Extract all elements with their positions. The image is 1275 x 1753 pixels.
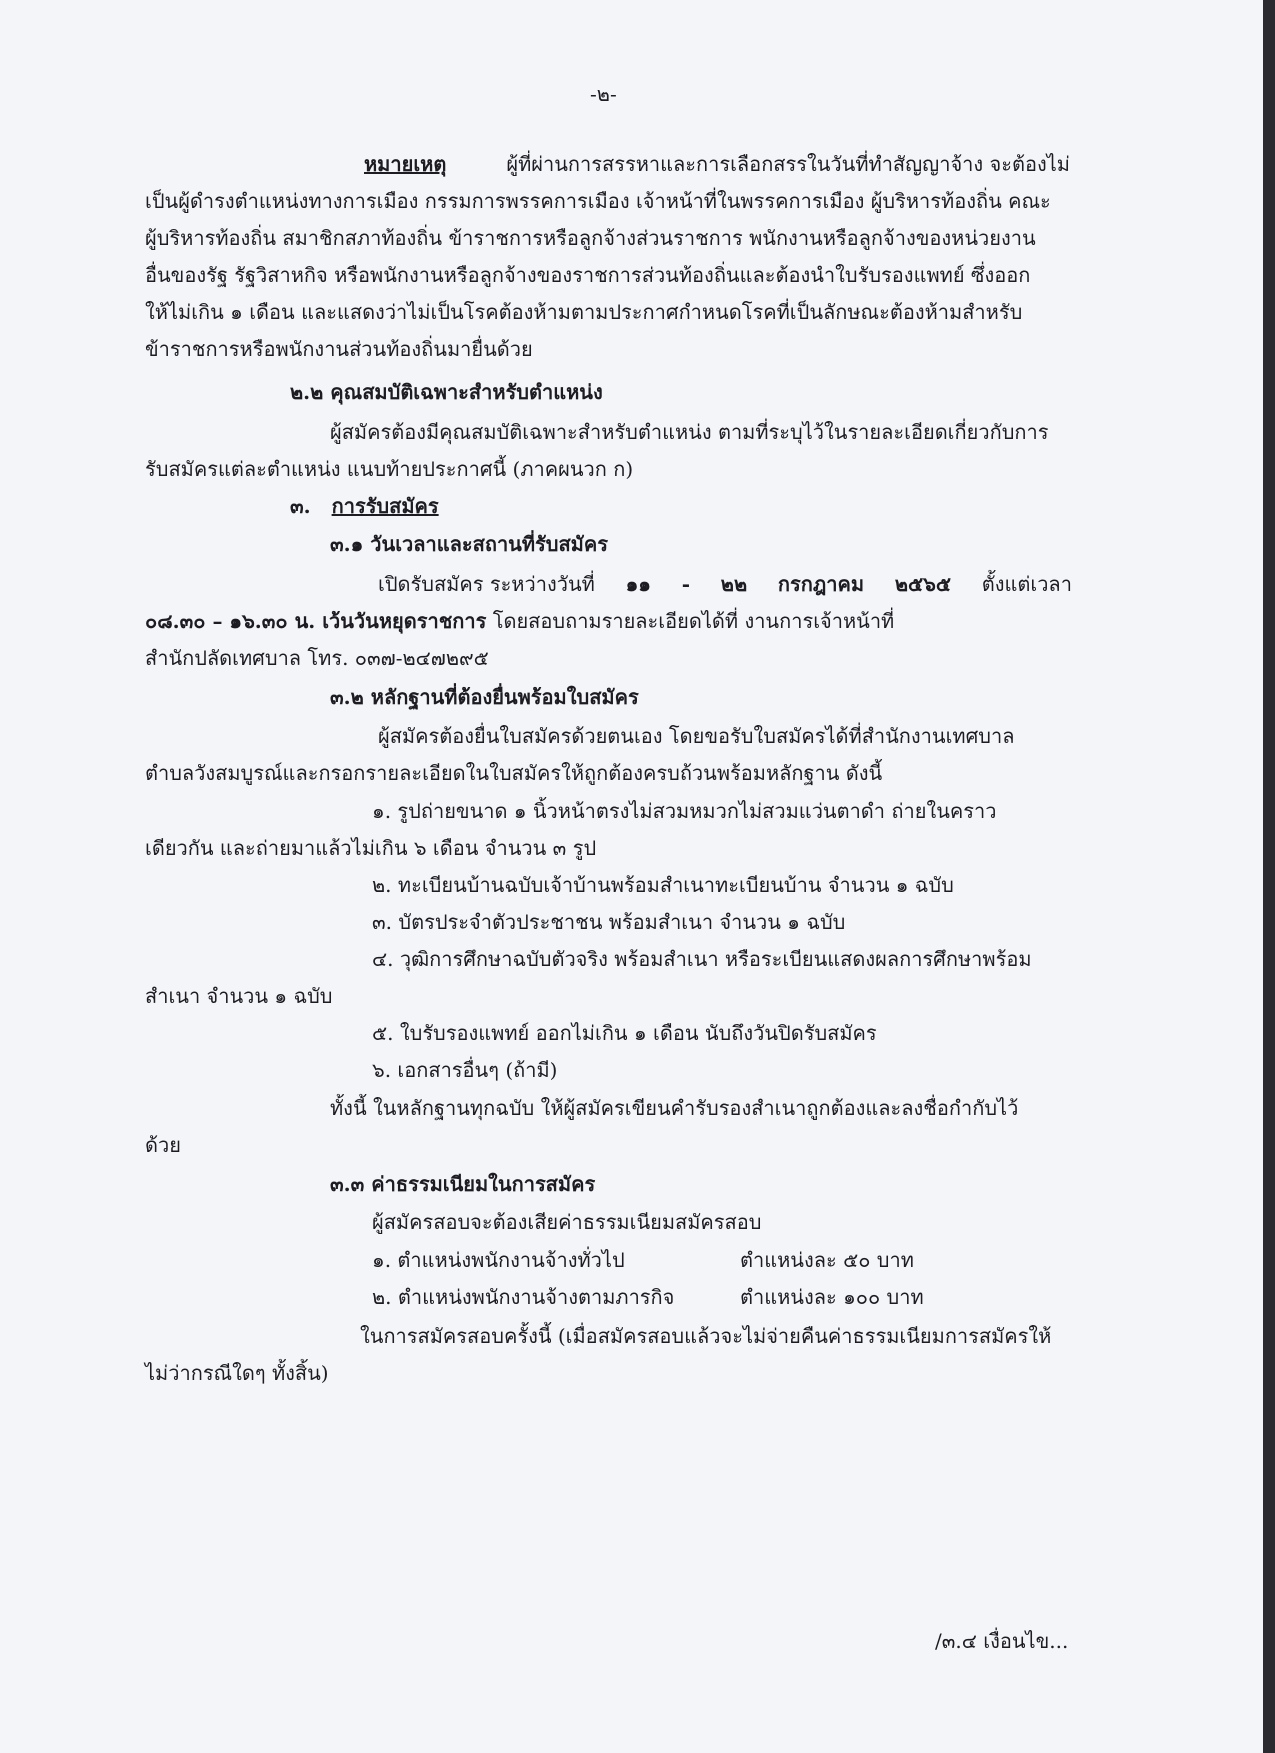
doc-item-4b: สำเนา จำนวน ๑ ฉบับ [145, 984, 333, 1008]
section-3-2-closing-2: ด้วย [145, 1133, 181, 1157]
from-time-text: ตั้งแต่เวลา [981, 572, 1072, 596]
section-3-1-line-2 [145, 603, 894, 639]
month: กรกฎาคม [777, 572, 865, 596]
section-3-number: ๓. [290, 494, 311, 518]
doc-item-2: ๒. ทะเบียนบ้านฉบับเจ้าบ้านพร้อมสำเนาทะเบียนบ้าน จำนวน ๑ ฉบับ [372, 873, 954, 897]
section-3-2-intro-2: ตำบลวังสมบูรณ์และกรอกรายละเอียดในใบสมัครให้ถูกต้องครบถ้วนพร้อมหลักฐาน ดังนี้ [145, 761, 883, 785]
section-2-2-heading: ๒.๒ คุณสมบัติเฉพาะสำหรับตำแหน่ง [290, 380, 603, 404]
doc-item-4a: ๔. วุฒิการศึกษาฉบับตัวจริง พร้อมสำเนา หรือระเบียนแสดงผลการศึกษาพร้อม [372, 947, 1032, 971]
note-line-1 [148, 146, 1070, 182]
doc-item-1b: เดียวกัน และถ่ายมาแล้วไม่เกิน ๖ เดือน จำนวน ๓ รูป [145, 836, 597, 860]
open-date-text: เปิดรับสมัคร ระหว่างวันที่ [378, 572, 595, 596]
fee-item-1-label: ๑. ตำแหน่งพนักงานจ้างทั่วไป [372, 1248, 625, 1272]
continuation-footer: /๓.๔ เงื่อนไข... [935, 1629, 1069, 1653]
section-3-2-heading: ๓.๒ หลักฐานที่ต้องยื่นพร้อมใบสมัคร [330, 685, 639, 709]
scan-edge [1263, 0, 1275, 1753]
section-3-1-line-3: สำนักปลัดเทศบาล โทร. ๐๓๗-๒๔๗๒๙๕ [145, 646, 489, 670]
note-line-5: ให้ไม่เกิน ๑ เดือน และแสดงว่าไม่เป็นโรคต้องห้ามตามประกาศกำหนดโรคที่เป็นลักษณะต้องห้ามสำหรับ [145, 300, 1023, 324]
section-3-3-closing-1: ในการสมัครสอบครั้งนี้ (เมื่อสมัครสอบแล้วจะไม่จ่ายคืนค่าธรรมเนียมการสมัครให้ [360, 1324, 1052, 1348]
date-dash: - [681, 572, 691, 596]
section-3-3-heading: ๓.๓ ค่าธรรมเนียมในการสมัคร [330, 1172, 596, 1196]
section-3-1-heading: ๓.๑ วันเวลาและสถานที่รับสมัคร [330, 532, 608, 556]
end-day: ๒๒ [720, 572, 748, 596]
note-line-2: เป็นผู้ดำรงตำแหน่งทางการเมือง กรรมการพรรคการเมือง เจ้าหน้าที่ในพรรคการเมือง ผู้บริหารท้องถิ่น คณะ [145, 189, 1051, 213]
section-3-2-intro-1: ผู้สมัครต้องยื่นใบสมัครด้วยตนเอง โดยขอรับใบสมัครได้ที่สำนักงานเทศบาล [378, 724, 1015, 748]
fee-item-2-price: ตำแหน่งละ ๑๐๐ บาท [740, 1285, 924, 1309]
doc-item-5: ๕. ใบรับรองแพทย์ ออกไม่เกิน ๑ เดือน นับถึงวันปิดรับสมัคร [372, 1021, 877, 1045]
fee-item-2-label: ๒. ตำแหน่งพนักงานจ้างตามภารกิจ [372, 1285, 675, 1309]
page-number: -๒- [590, 82, 617, 106]
note-line-6: ข้าราชการหรือพนักงานส่วนท้องถิ่นมายื่นด้วย [145, 337, 533, 361]
section-2-2-line-1: ผู้สมัครต้องมีคุณสมบัติเฉพาะสำหรับตำแหน่ง ตามที่ระบุไว้ในรายละเอียดเกี่ยวกับการ [330, 420, 1049, 444]
note-label: หมายเหตุ [364, 152, 447, 176]
doc-item-1a: ๑. รูปถ่ายขนาด ๑ นิ้วหน้าตรงไม่สวมหมวกไม่สวมแว่นตาดำ ถ่ายในคราว [372, 799, 997, 823]
office-hours: ๐๘.๓๐ – ๑๖.๓๐ น. เว้นวันหยุดราชการ [145, 609, 487, 633]
note-line-4: อื่นของรัฐ รัฐวิสาหกิจ หรือพนักงานหรือลูกจ้างของราชการส่วนท้องถิ่นและต้องนำใบรับรองแพทย์ ซึ่งออก [145, 263, 1031, 287]
contact-text: โดยสอบถามรายละเอียดได้ที่ งานการเจ้าหน้าที่ [492, 609, 895, 633]
start-day: ๑๑ [625, 572, 651, 596]
year: ๒๕๖๕ [894, 572, 951, 596]
section-3-heading [290, 488, 439, 524]
note-text-1: ผู้ที่ผ่านการสรรหาและการเลือกสรรในวันที่ทำสัญญาจ้าง จะต้องไม่ [506, 152, 1070, 176]
section-2-2-line-2: รับสมัครแต่ละตำแหน่ง แนบท้ายประกาศนี้ (ภาคผนวก ก) [145, 457, 634, 481]
note-line-3: ผู้บริหารท้องถิ่น สมาชิกสภาท้องถิ่น ข้าราชการหรือลูกจ้างส่วนราชการ พนักงานหรือลูกจ้างของหน่วยงาน [145, 226, 1036, 250]
section-3-1-line-1 [378, 566, 1072, 602]
section-3-title: การรับสมัคร [331, 494, 439, 518]
section-3-2-closing-1: ทั้งนี้ ในหลักฐานทุกฉบับ ให้ผู้สมัครเขียนคำรับรองสำเนาถูกต้องและลงชื่อกำกับไว้ [330, 1096, 1019, 1120]
fee-item-1-price: ตำแหน่งละ ๕๐ บาท [740, 1248, 914, 1272]
section-3-3-closing-2: ไม่ว่ากรณีใดๆ ทั้งสิ้น) [145, 1361, 329, 1385]
section-3-3-intro: ผู้สมัครสอบจะต้องเสียค่าธรรมเนียมสมัครสอบ [372, 1210, 762, 1234]
doc-item-3: ๓. บัตรประจำตัวประชาชน พร้อมสำเนา จำนวน ๑ ฉบับ [372, 910, 846, 934]
doc-item-6: ๖. เอกสารอื่นๆ (ถ้ามี) [372, 1058, 558, 1082]
